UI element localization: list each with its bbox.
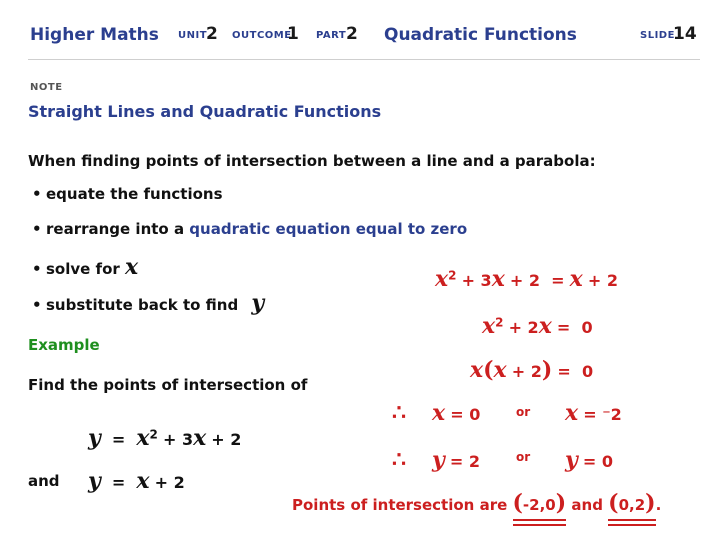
bullet-3-variable: x [125,254,139,280]
example-label: Example [28,336,100,354]
or-label-1: or [516,405,531,419]
part-label: PART [316,30,347,41]
bullet-1-text: equate the functions [46,185,223,203]
sol1-x-term: x [491,266,505,292]
unit-value: 2 [206,24,218,44]
bullet-2 [32,220,467,238]
conclusion-and: and [571,496,603,514]
sol3-inner-x: x [493,357,507,383]
sol2-x: x [482,313,496,339]
solution-line-5b [565,447,613,473]
sol3-close-paren: ) [541,357,553,383]
point-2-coords: 0,2 [618,496,646,514]
solution-line-4b [565,400,622,426]
sol3-end: = 0 [557,362,594,381]
sol3-mid: + 2 [511,362,542,381]
sol1-end: + 2 [587,271,618,290]
sol2-mid: + 2 [508,318,539,337]
bullet-4-variable: y [251,290,265,316]
eq1-x: x [136,425,150,451]
point-2-underline-2 [608,524,655,526]
bullet-dot: • [32,296,42,314]
sol5-value-a: = 2 [449,452,480,471]
bullet-dot: • [32,260,42,278]
equation-2 [88,468,185,494]
equation-1 [88,425,241,451]
solution-line-1 [435,266,618,292]
course-title: Higher Maths [30,25,159,45]
question-text: Find the points of intersection of [28,376,308,394]
sol4-value-a: = 0 [450,405,481,424]
eq2-x: x [136,468,150,494]
intro-text: When finding points of intersection between a line and a parabola: [28,152,596,170]
bullet-2-text: rearrange into a [46,220,185,238]
topic-title: Quadratic Functions [384,25,577,45]
point-1-close-paren: ) [555,490,567,516]
eq2-equals: = [111,473,126,492]
sol1-exponent: 2 [448,268,457,283]
point-2-underline-1 [608,519,655,521]
eq2-end: + 2 [154,473,185,492]
point-1-underline-2 [513,524,567,526]
sol4-value-b: = ⁻2 [583,405,622,424]
note-label: NOTE [30,82,63,93]
therefore-symbol-1: ∴ [392,400,406,426]
sol5-y: y [432,447,445,473]
sol1-x: x [435,266,449,292]
solution-line-2 [482,313,593,339]
sol2-x-term: x [538,313,552,339]
sol2-end: = 0 [556,318,593,337]
sol5-y-b: y [565,447,578,473]
conclusion-period: . [655,496,662,514]
outcome-label: OUTCOME [232,30,292,41]
solution-line-3 [470,357,593,383]
eq1-exponent: 2 [149,427,158,442]
bullet-dot: • [32,185,42,203]
eq1-equals: = [111,430,126,449]
point-1-underline-1 [513,519,567,521]
sol3-x: x [470,357,484,383]
point-2-close-paren: ) [645,490,656,516]
point-1-open-paren: ( [512,490,523,516]
section-title: Straight Lines and Quadratic Functions [28,102,382,121]
bullet-dot: • [32,220,42,238]
point-1 [513,490,567,516]
eq2-y: y [88,468,101,494]
point-1-coords: -2,0 [522,496,556,514]
bullet-3 [32,254,138,280]
eq1-x-term: x [193,425,207,451]
sol1-rest: + 2 = [509,271,565,290]
sol1-mid: + 3 [461,271,492,290]
and-label: and [28,472,60,490]
outcome-value: 1 [287,24,299,44]
slide-value: 14 [673,24,697,44]
bullet-4 [32,290,264,316]
bullet-3-text: solve for [46,260,120,278]
sol2-exponent: 2 [495,315,504,330]
bullet-1 [32,185,223,203]
therefore-symbol-2: ∴ [392,447,406,473]
sol4-x-b: x [565,400,579,426]
bullet-4-text: substitute back to find [46,296,239,314]
conclusion [292,490,661,516]
or-label-2: or [516,450,531,464]
point-2 [608,490,655,516]
part-value: 2 [346,24,358,44]
conclusion-text: Points of intersection are [292,496,508,514]
sol5-value-b: = 0 [582,452,613,471]
eq1-mid: + 3 [162,430,194,449]
eq1-y: y [88,425,101,451]
solution-line-5a [432,447,480,473]
sol4-x: x [432,400,446,426]
point-2-open-paren: ( [608,490,619,516]
header-divider [28,59,700,60]
sol3-open-paren: ( [483,357,494,383]
solution-line-4a [432,400,480,426]
bullet-2-highlight: quadratic equation equal to zero [189,220,468,238]
eq1-end: + 2 [211,430,242,449]
unit-label: UNIT [178,30,208,41]
sol1-rhs-x: x [569,266,583,292]
slide-label: SLIDE [640,30,675,41]
